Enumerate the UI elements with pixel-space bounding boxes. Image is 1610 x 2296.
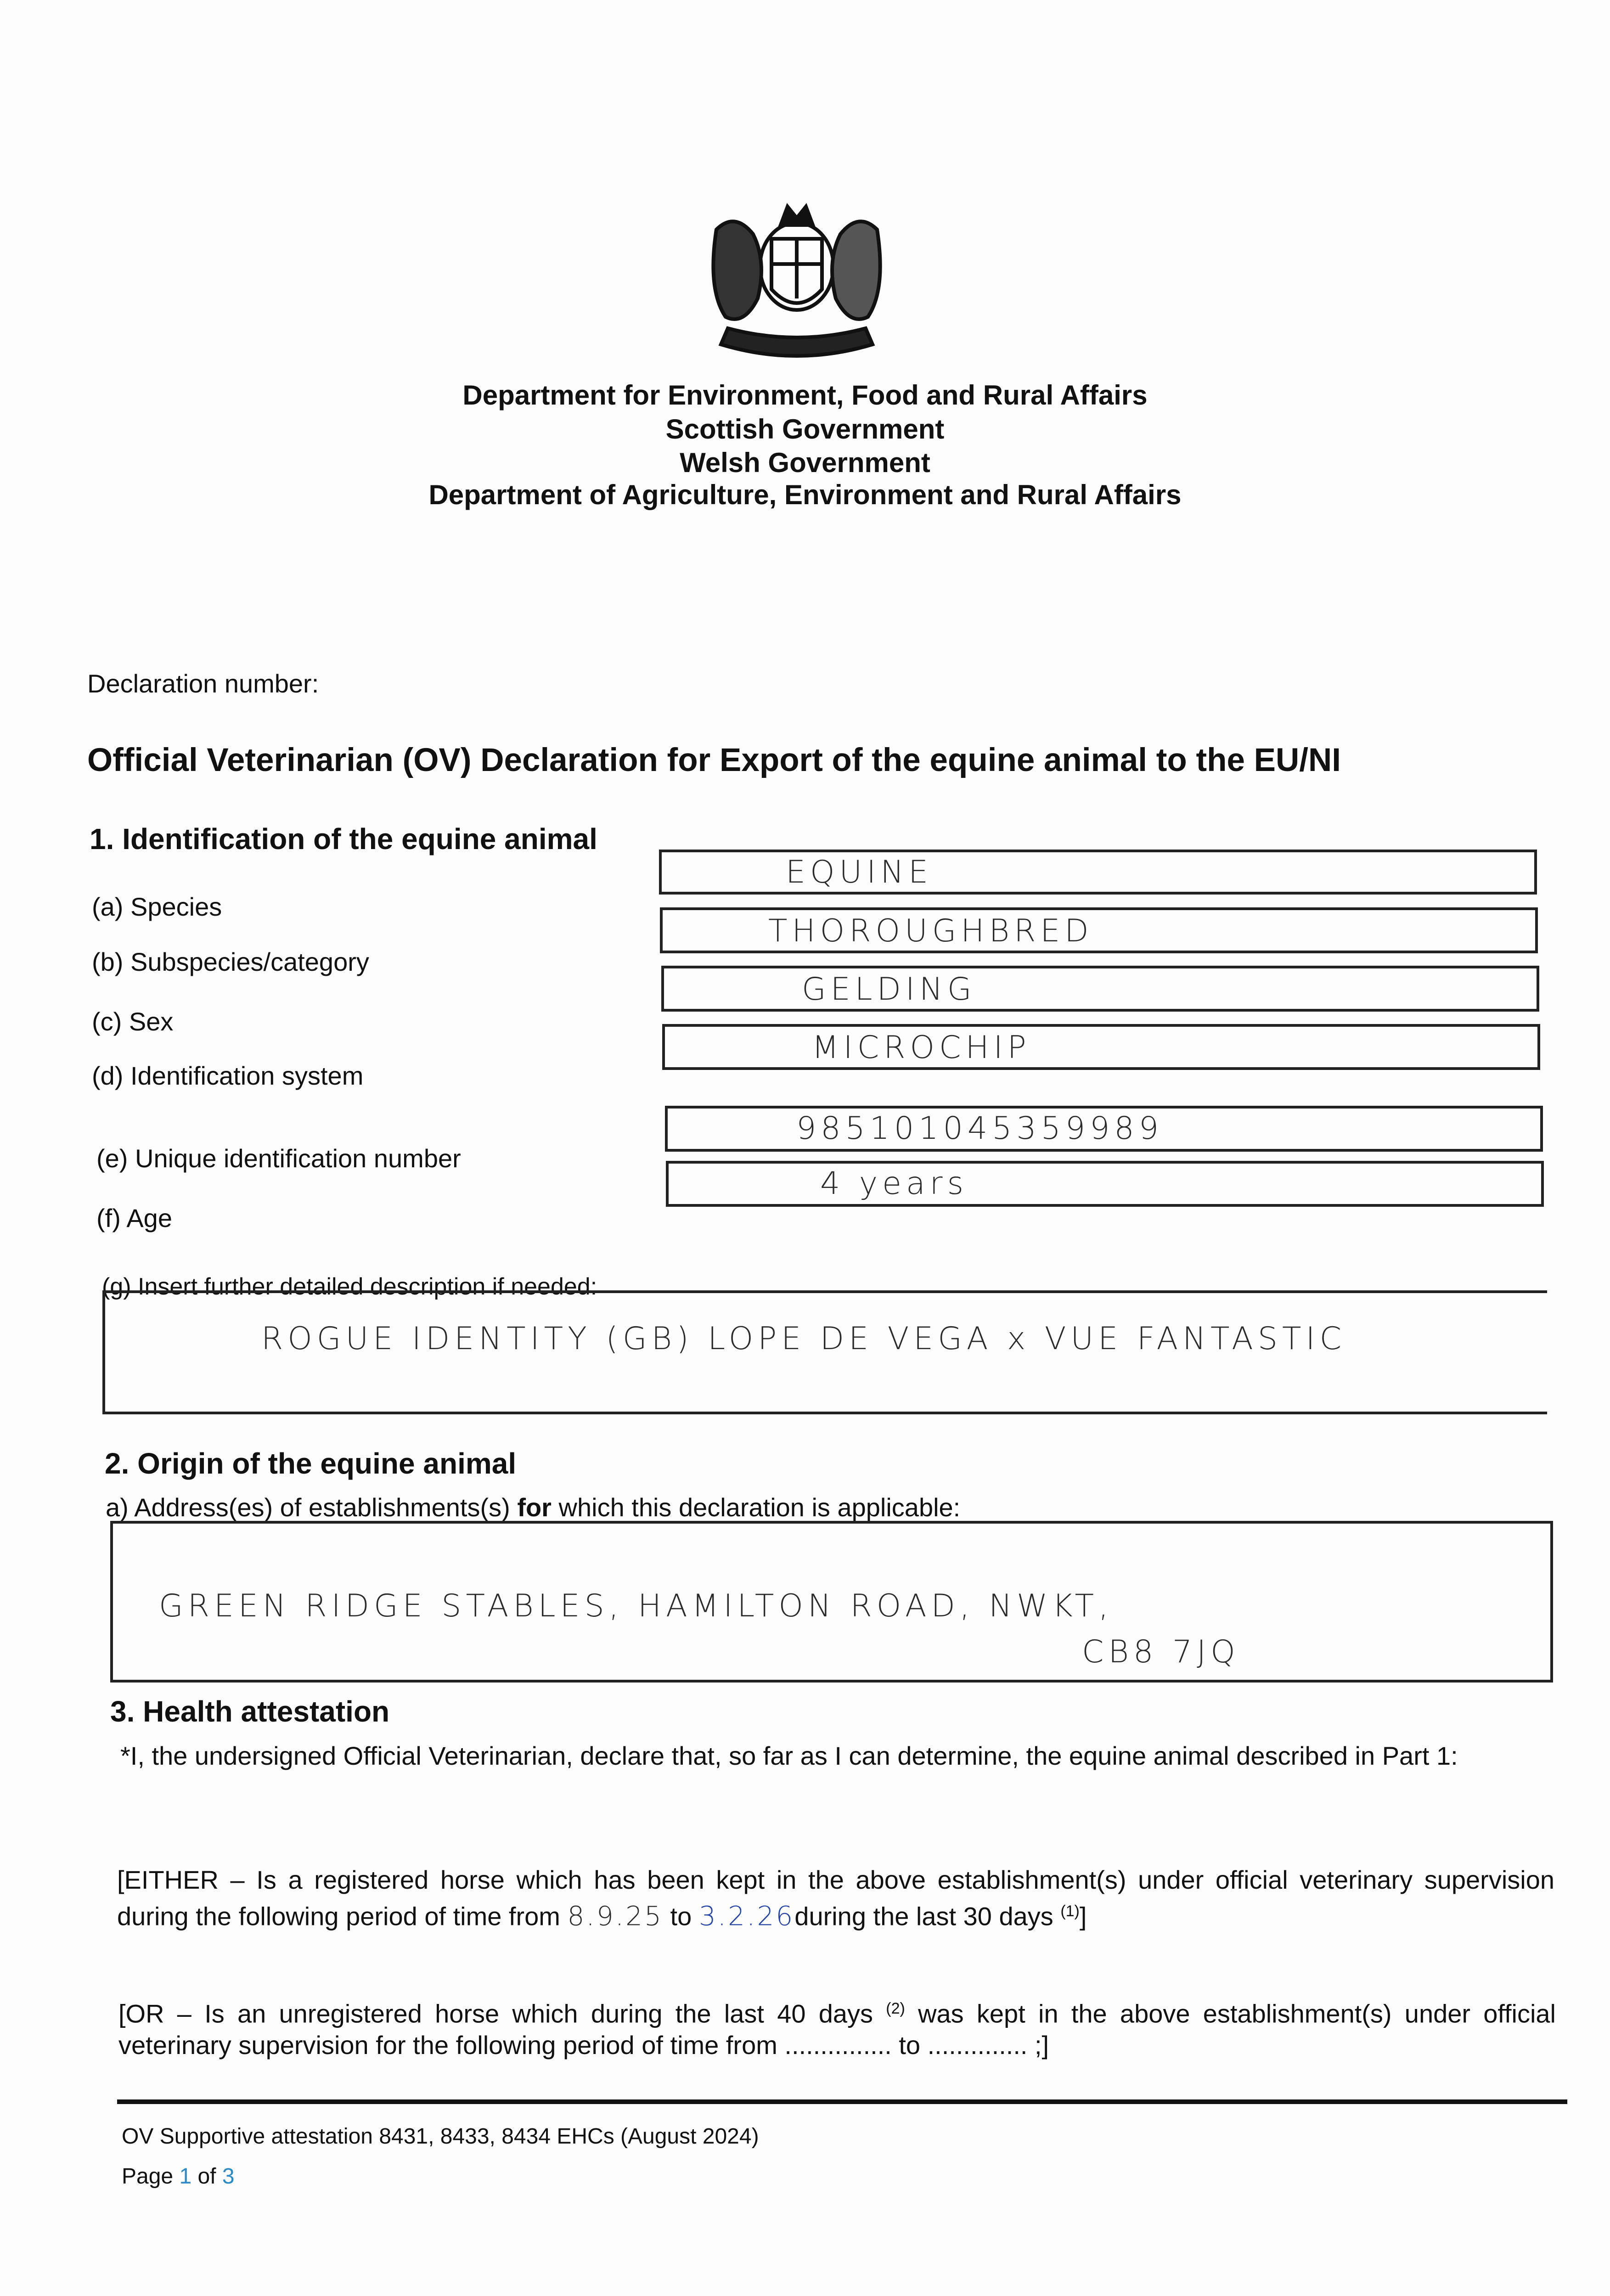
section3-heading: 3. Health attestation [110, 1695, 390, 1728]
species-label: (a) Species [92, 892, 222, 921]
description-label: (g) Insert further detailed description if needed: [102, 1273, 597, 1300]
either-clause [117, 1864, 1554, 1932]
either-text: [EITHER – Is a registered horse which has been kept in the above establishment(s) under official veterinary supervision during the following period of time from [117, 1865, 1554, 1931]
sex-label: (c) Sex [92, 1007, 174, 1036]
identification-system-value: MICROCHIP [812, 1030, 1031, 1066]
or-text: [OR – Is an unregistered horse which during the last 40 days [118, 1999, 886, 2028]
section1-heading: 1. Identification of the equine animal [90, 822, 597, 855]
page-current: 1 [179, 2164, 192, 2189]
or-clause [118, 1993, 1556, 2061]
subspecies-field[interactable] [660, 907, 1538, 953]
species-field[interactable] [659, 850, 1537, 895]
or-text-end: was kept in the above establishment(s) under official veterinary supervision for the following period of time from ............... to .............. ;] [118, 1999, 1556, 2060]
address-label [106, 1492, 960, 1522]
address-label-text-end: which this declaration is applicable: [551, 1493, 961, 1522]
subspecies-label: (b) Subspecies/category [92, 947, 369, 976]
age-label: (f) Age [96, 1204, 172, 1232]
either-text-end: during the last 30 days [794, 1902, 1061, 1931]
department-welsh-government: Welsh Government [680, 447, 930, 478]
age-value: 4 years [820, 1165, 968, 1202]
either-to-date[interactable]: 3.2.26 [698, 1900, 795, 1932]
either-from-date[interactable]: 8.9.25 [567, 1900, 663, 1932]
unique-id-value: 985101045359989 [796, 1110, 1163, 1147]
identification-system-field[interactable] [662, 1024, 1540, 1070]
address-field[interactable] [110, 1521, 1553, 1683]
address-label-bold: for [517, 1493, 552, 1522]
description-value: ROGUE IDENTITY (GB) LOPE DE VEGA x VUE FANTASTIC [261, 1321, 1346, 1357]
species-value: EQUINE [786, 854, 933, 890]
document-title: Official Veterinarian (OV) Declaration for Export of the equine animal to the EU/NI [87, 742, 1341, 778]
address-label-text: a) Address(es) of establishments(s) [106, 1493, 518, 1522]
declaration-number-label: Declaration number: [87, 669, 319, 698]
department-defra: Department for Environment, Food and Rural Affairs [462, 380, 1148, 411]
either-bracket: ] [1079, 1902, 1087, 1931]
age-field[interactable] [666, 1161, 1544, 1207]
subspecies-value: THOROUGHBRED [768, 913, 1093, 949]
page-total: 3 [222, 2164, 235, 2189]
footnote-1: (1) [1060, 1902, 1080, 1920]
footnote-2: (2) [886, 2000, 905, 2017]
sex-field[interactable] [661, 966, 1539, 1012]
page-indicator [122, 2164, 235, 2189]
royal-coat-of-arms-icon [689, 197, 905, 372]
identification-system-label: (d) Identification system [92, 1061, 364, 1090]
unique-id-field[interactable] [665, 1106, 1543, 1152]
footer-attestation: OV Supportive attestation 8431, 8433, 8434 EHCs (August 2024) [122, 2124, 759, 2149]
department-daera: Department of Agriculture, Environment and Rural Affairs [428, 479, 1182, 510]
either-to-word: to [663, 1902, 699, 1931]
section2-heading: 2. Origin of the equine animal [105, 1447, 517, 1480]
address-line1: GREEN RIDGE STABLES, HAMILTON ROAD, NWKT, [159, 1588, 1113, 1624]
health-attestation-intro: *I, the undersigned Official Veterinarian, declare that, so far as I can determine, the equine animal described in Part 1: [120, 1741, 1458, 1770]
of-word: of [191, 2164, 222, 2189]
footer-divider [117, 2099, 1567, 2104]
address-line2: CB8 7JQ [1082, 1634, 1240, 1670]
page-word: Page [122, 2164, 180, 2189]
description-field[interactable] [102, 1290, 1547, 1414]
unique-id-label: (e) Unique identification number [96, 1144, 461, 1173]
sex-value: GELDING [802, 971, 976, 1007]
department-scottish-government: Scottish Government [665, 414, 945, 445]
